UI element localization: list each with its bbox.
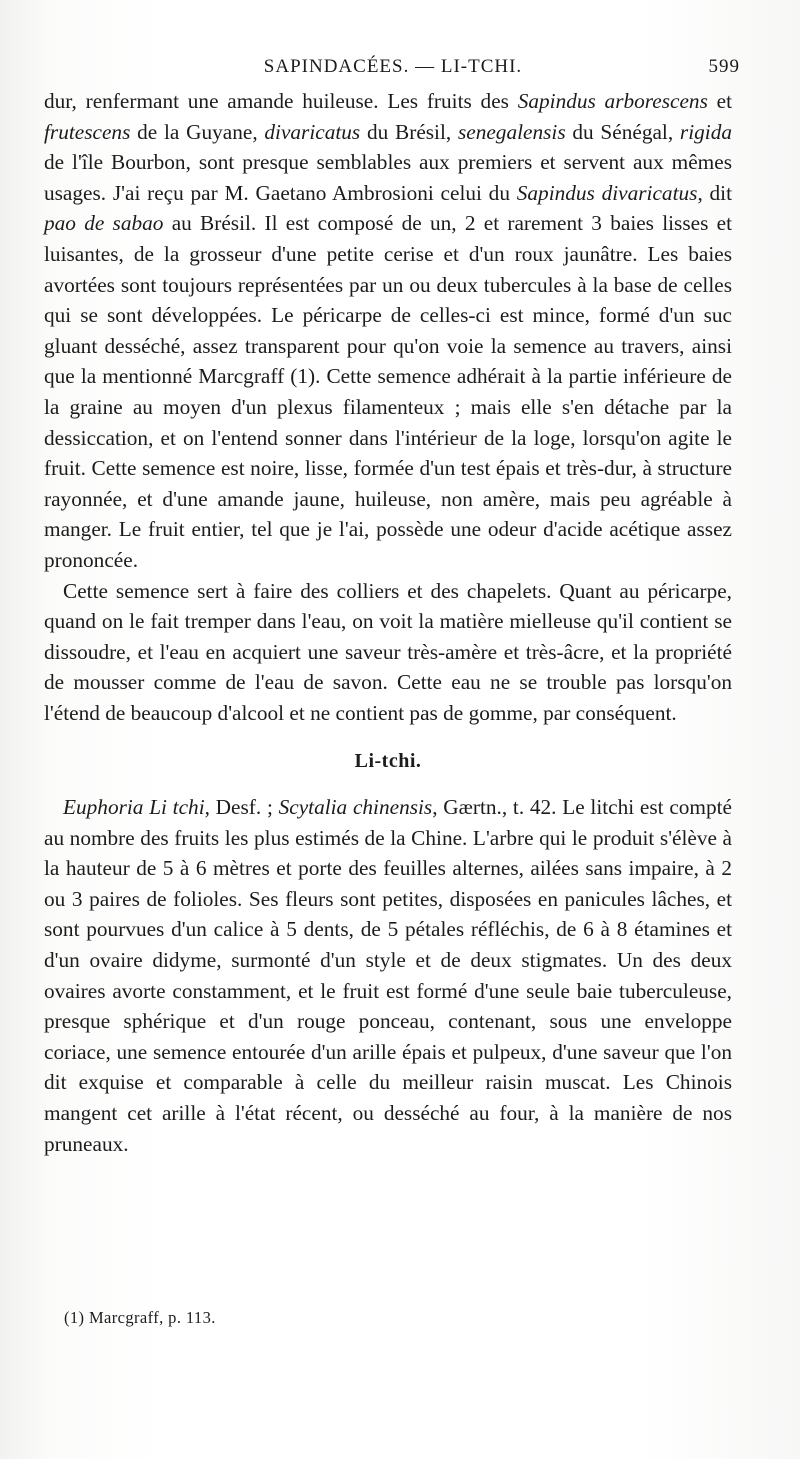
paragraph-uses: Cette semence sert à faire des colliers et des chapelets. Quant au péricarpe, quand on le fait tremper dans l'eau, on voit la matière mielleuse qu'il contient se dissoudre, et l'eau en acquiert une saveur très-amère et très-âcre, et la propriété de mousser comme de l'eau de savon. Cette eau ne se trouble pas lorsqu'on l'étend de beaucoup d'alcool et ne contient pas de gomme, par conséquent. — [44, 578, 732, 725]
text-run: du Sénégal, — [565, 119, 680, 144]
text-run: de l'île Bourbon, sont presque semblables aux premiers et servent aux mêmes usages. J'ai reçu par M. Gaetano Ambrosioni celui du — [44, 150, 732, 205]
vernacular-name: pao de sabao — [44, 211, 164, 236]
species-name: divaricatus — [264, 119, 361, 144]
running-title: SAPINDACÉES. — LI-TCHI. — [263, 56, 523, 77]
species-name: senegalensis — [457, 119, 566, 144]
section-heading: Li-tchi. — [354, 750, 422, 773]
text-run: au Brésil. Il est composé de un, 2 et rarement 3 baies lisses et luisantes, de la grosseur d'une petite cerise et d'un roux jaunâtre. Les baies avortées sont toujours représentées par un ou deux tubercules à la base de celles qui se sont développées. Le péricarpe de celles-ci est mince, formé d'un suc gluant desséché, assez transparent pour qu'on voie la semence au travers, ainsi que la mentionné Marcgraff (1). Cette semence adhérait à la partie inférieure de la graine au moyen d'un plexus filamenteux ; mais elle s'en détache par la dessiccation, et on l'entend sonner dans l'intérieur de la loge, lorsqu'on agite le fruit. Cette semence est noire, lisse, formée d'un test épais et très-dur, à structure rayonnée, et d'une amande jaune, huileuse, non amère, mais peu agréable à manger. Le fruit entier, tel que je l'ai, possède une odeur d'acide acétique assez prononcée. — [44, 211, 732, 572]
species-name: Scytalia chinensis — [278, 795, 433, 820]
text-run: , Gærtn., t. 42. Le litchi est compté au nombre des fruits les plus estimés de la Chine. L'arbre qui le produit s'élève à la hauteur de 5 à 6 mètres et porte des feuilles alternes, ailées sans impaire, à 2 ou 3 paires de folioles. Ses fleurs sont petites, disposées en panicules lâches, et sont pourvues d'un calice à 5 dents, de 5 pétales réfléchis, de 6 à 8 étamines et d'un ovaire didyme, surmonté d'un style et de deux stigmates. Un des deux ovaires avorte constamment, et le fruit est formé d'une seule baie tuberculeuse, presque sphérique et d'un rouge ponceau, contenant, sous une enveloppe coriace, une semence entourée d'un arille épais et pulpeux, d'une saveur que l'on dit exquise et comparable à celle du meilleur raisin muscat. Les Chinois mangent cet arille à l'état récent, ou desséché au four, à la manière de nos pruneaux. — [44, 795, 732, 1156]
text-run: et — [707, 89, 733, 113]
body-text — [44, 86, 732, 1159]
paragraph-sapindus — [44, 86, 732, 576]
text-run: du Brésil, — [360, 119, 458, 144]
page-number: 599 — [708, 56, 740, 77]
footnote: (1) Marcgraff, p. 113. — [64, 1308, 216, 1327]
species-name: Sapindus arborescens — [517, 89, 708, 113]
text-run: de la Guyane, — [130, 119, 265, 144]
text-run: , Desf. ; — [204, 795, 279, 820]
text-run: dur, renfermant une amande huileuse. Les fruits des — [44, 89, 518, 113]
species-name: Euphoria Li tchi — [63, 795, 205, 820]
species-name: rigida — [679, 119, 732, 144]
species-name: frutescens — [44, 119, 131, 144]
text-run: , dit — [697, 180, 733, 205]
running-header — [46, 56, 740, 82]
paragraph-litchi — [44, 792, 732, 1159]
species-name: Sapindus divaricatus — [516, 180, 698, 205]
